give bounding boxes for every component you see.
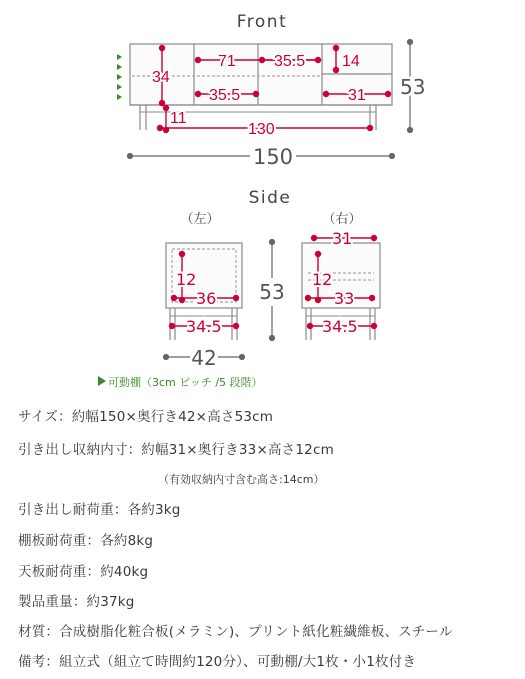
spec-drawer-load: 引き出し耐荷重：各約3kg xyxy=(18,502,181,518)
dim-11: 11 xyxy=(170,110,187,127)
shelf-note-arrow-icon xyxy=(98,376,106,386)
side-right-dim-12: 12 xyxy=(312,270,333,289)
front-width-150: 150 xyxy=(252,145,294,169)
side-left-dim-36: 36 xyxy=(196,289,217,308)
spec-weight: 製品重量：約37kg xyxy=(18,594,135,610)
side-right-dim-31: 31 xyxy=(332,229,353,248)
spec-drawer-inner: 引き出し収納内寸：約幅31×奥行き33×高さ12cm xyxy=(18,442,334,458)
side-title: Side xyxy=(248,188,292,208)
spec-size: サイズ：約幅150×奥行き42×高さ53cm xyxy=(18,409,274,425)
side-left-dim-12: 12 xyxy=(176,270,197,289)
dim-34: 34 xyxy=(152,69,170,86)
spec-top-load: 天板耐荷重：約40kg xyxy=(18,564,149,580)
side-right-dim-33: 33 xyxy=(334,289,355,308)
dim-35-5-bottom: 35.5 xyxy=(209,87,241,104)
side-right-dim-34-5: 34.5 xyxy=(322,317,358,336)
front-title: Front xyxy=(236,12,288,32)
spec-material: 材質：合成樹脂化粧合板(メラミン)、プリント紙化粧繊維板、スチール xyxy=(18,624,453,640)
side-right-label: （右） xyxy=(322,212,362,227)
side-left-label: （左） xyxy=(180,212,220,227)
side-left-dim-34-5: 34.5 xyxy=(186,317,222,336)
side-height-53: 53 xyxy=(259,280,285,304)
dim-31: 31 xyxy=(348,87,366,104)
spec-drawer-note: （有効収納内寸含む高さ:14cm） xyxy=(158,473,325,486)
shelf-note: 可動棚（3cm ピッチ /5 段階） xyxy=(108,376,263,389)
dim-71: 71 xyxy=(218,53,236,70)
spec-shelf-load: 棚板耐荷重：各約8kg xyxy=(18,533,154,549)
dim-14: 14 xyxy=(342,53,360,70)
side-depth-42: 42 xyxy=(191,346,217,370)
front-height-53: 53 xyxy=(400,75,426,99)
dim-130: 130 xyxy=(248,121,275,138)
dim-35-5-top: 35.5 xyxy=(274,53,306,70)
spec-notes: 備考：組立式（組立て時間約120分）、可動棚/大1枚・小1枚付き xyxy=(18,654,417,670)
shelf-position-arrows xyxy=(117,54,122,100)
